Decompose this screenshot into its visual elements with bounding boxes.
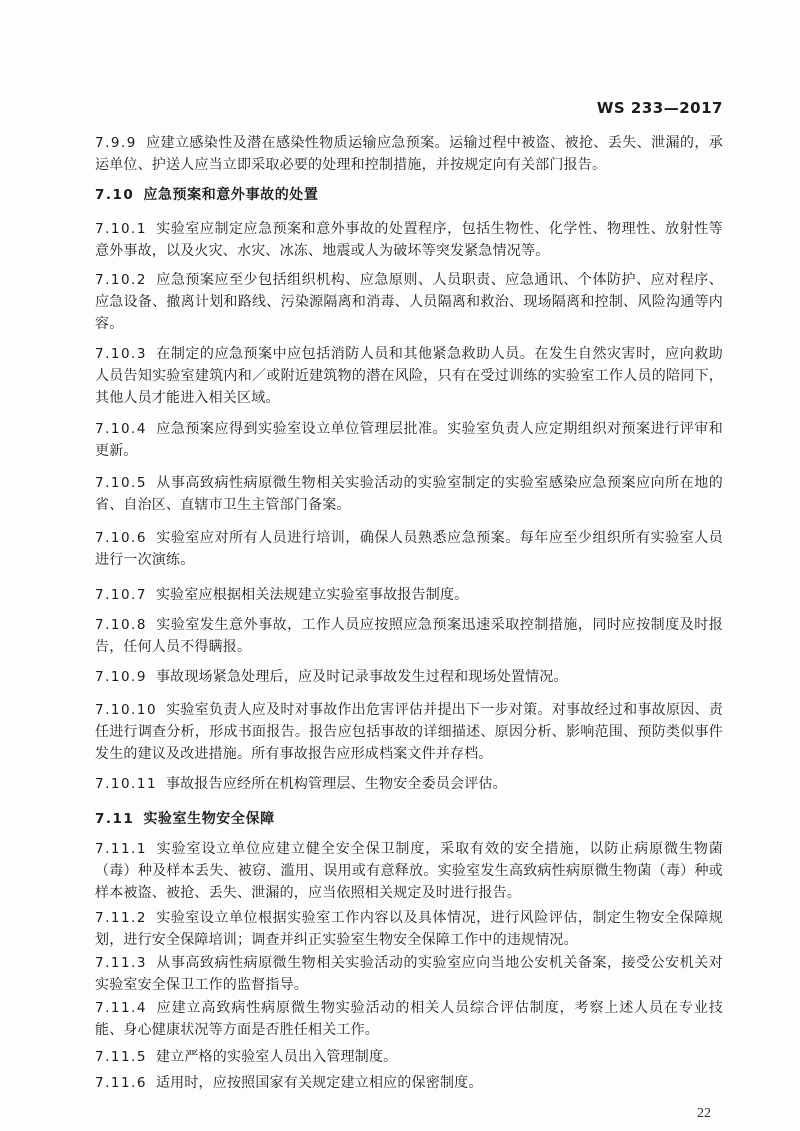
clause-text: 建立严格的实验室人员出入管理制度。 bbox=[155, 1050, 398, 1065]
clause-paragraph bbox=[95, 218, 723, 263]
clause-text: 实验室负责人应及时对事故作出危害评估并提出下一步对策。对事故经过和事故原因、责任进行调查分析，形成书面报告。报告应包括事故的详细描述、原因分析、影响范围、预防类似事件发生的建议及改进措施。所有事故报告应形成档案文件并存档。 bbox=[95, 703, 723, 762]
clause-number: 7.11.4 bbox=[95, 1000, 147, 1016]
clause-paragraph bbox=[95, 907, 723, 952]
clause-paragraph bbox=[95, 614, 723, 659]
clause-text: 实验室应根据相关法规建立实验室事故报告制度。 bbox=[155, 588, 469, 603]
clause-text: 应建立感染性及潜在感染性物质运输应急预案。运输过程中被盗、被抢、丢失、泄漏的，承运单位、护送人应当立即采取必要的处理和控制措施，并按规定向有关部门报告。 bbox=[95, 136, 723, 173]
clause-text: 实验室生物安全保障 bbox=[143, 811, 275, 827]
section-heading bbox=[95, 184, 723, 206]
clause-number: 7.10.6 bbox=[95, 530, 147, 546]
clause-text: 适用时，应按照国家有关规定建立相应的保密制度。 bbox=[155, 1076, 483, 1091]
clause-number: 7.10.2 bbox=[95, 272, 147, 288]
clause-number: 7.11 bbox=[95, 811, 135, 827]
clause-paragraph bbox=[95, 773, 723, 796]
clause-text: 实验室应对所有人员进行培训，确保人员熟悉应急预案。每年应至少组织所有实验室人员进行一次演练。 bbox=[95, 531, 723, 568]
clause-text: 从事高致病性病原微生物相关实验活动的实验室制定的实验室感染应急预案应向所在地的省、自治区、直辖市卫生主管部门备案。 bbox=[95, 476, 723, 513]
clause-paragraph bbox=[95, 472, 723, 517]
clause-paragraph bbox=[95, 584, 723, 607]
page-number: 22 bbox=[697, 1106, 711, 1121]
clause-number: 7.11.5 bbox=[95, 1049, 147, 1065]
clause-text: 应急预案和意外事故的处置 bbox=[143, 187, 319, 203]
clause-number: 7.10 bbox=[95, 187, 135, 203]
clause-paragraph bbox=[95, 527, 723, 572]
clause-paragraph bbox=[95, 666, 723, 689]
clause-paragraph bbox=[95, 699, 723, 766]
clause-text: 应急预案应至少包括组织机构、应急原则、人员职责、应急通讯、个体防护、应对程序、应急设备、撤离计划和路线、污染源隔离和消毒、人员隔离和救治、现场隔离和控制、风险沟通等内容。 bbox=[95, 273, 723, 332]
clause-text: 应急预案应得到实验室设立单位管理层批准。实验室负责人应定期组织对预案进行评审和更新。 bbox=[95, 422, 723, 459]
clause-number: 7.11.2 bbox=[95, 910, 147, 926]
clause-paragraph bbox=[95, 1046, 723, 1069]
clause-number: 7.10.10 bbox=[95, 702, 158, 718]
clause-number: 7.10.1 bbox=[95, 221, 147, 237]
clause-text: 在制定的应急预案中应包括消防人员和其他紧急救助人员。在发生自然灾害时，应向救助人员告知实验室建筑内和／或附近建筑物的潜在风险，只有在受过训练的实验室工作人员的陪同下，其他人员才能进入相关区域。 bbox=[95, 347, 723, 406]
clause-paragraph bbox=[95, 838, 723, 905]
clause-number: 7.10.4 bbox=[95, 421, 147, 437]
clause-paragraph bbox=[95, 952, 723, 997]
clause-number: 7.11.1 bbox=[95, 841, 147, 857]
clause-number: 7.10.9 bbox=[95, 669, 147, 685]
clause-paragraph bbox=[95, 132, 723, 177]
clause-text: 实验室设立单位根据实验室工作内容以及具体情况，进行风险评估，制定生物安全保障规划，进行安全保障培训；调查并纠正实验室生物安全保障工作中的违规情况。 bbox=[95, 911, 723, 948]
clause-text: 实验室设立单位应建立健全安全保卫制度，采取有效的安全措施，以防止病原微生物菌（毒）种及样本丢失、被窃、滥用、误用或有意释放。实验室发生高致病性病原微生物菌（毒）种或样本被盗、被抢、丢失、泄漏的，应当依照相关规定及时进行报告。 bbox=[95, 842, 723, 901]
clause-number: 7.10.8 bbox=[95, 617, 147, 633]
standard-number-header: WS 233—2017 bbox=[596, 99, 723, 117]
clause-text: 应建立高致病性病原微生物实验活动的相关人员综合评估制度，考察上述人员在专业技能、身心健康状况等方面是否胜任相关工作。 bbox=[95, 1001, 723, 1038]
clause-text: 事故现场紧急处理后，应及时记录事故发生过程和现场处置情况。 bbox=[155, 670, 568, 685]
clause-text: 从事高致病性病原微生物相关实验活动的实验室应向当地公安机关备案，接受公安机关对实验室安全保卫工作的监督指导。 bbox=[95, 956, 723, 993]
clause-text: 实验室应制定应急预案和意外事故的处置程序，包括生物性、化学性、物理性、放射性等意外事故，以及火灾、水灾、冰冻、地震或人为破坏等突发紧急情况等。 bbox=[95, 222, 723, 259]
clause-number: 7.11.6 bbox=[95, 1075, 147, 1091]
clause-text: 实验室发生意外事故，工作人员应按照应急预案迅速采取控制措施，同时应按制度及时报告，任何人员不得瞒报。 bbox=[95, 618, 723, 655]
clause-number: 7.11.3 bbox=[95, 955, 147, 971]
clause-number: 7.9.9 bbox=[95, 135, 137, 151]
clause-paragraph bbox=[95, 343, 723, 410]
clause-number: 7.10.3 bbox=[95, 346, 147, 362]
clause-number: 7.10.7 bbox=[95, 587, 147, 603]
document-body bbox=[95, 132, 723, 1095]
clause-number: 7.10.5 bbox=[95, 475, 147, 491]
clause-paragraph bbox=[95, 418, 723, 463]
clause-paragraph bbox=[95, 1072, 723, 1095]
clause-number: 7.10.11 bbox=[95, 776, 158, 792]
section-heading bbox=[95, 808, 723, 830]
clause-text: 事故报告应经所在机构管理层、生物安全委员会评估。 bbox=[166, 777, 507, 792]
clause-paragraph bbox=[95, 269, 723, 336]
clause-paragraph bbox=[95, 997, 723, 1042]
